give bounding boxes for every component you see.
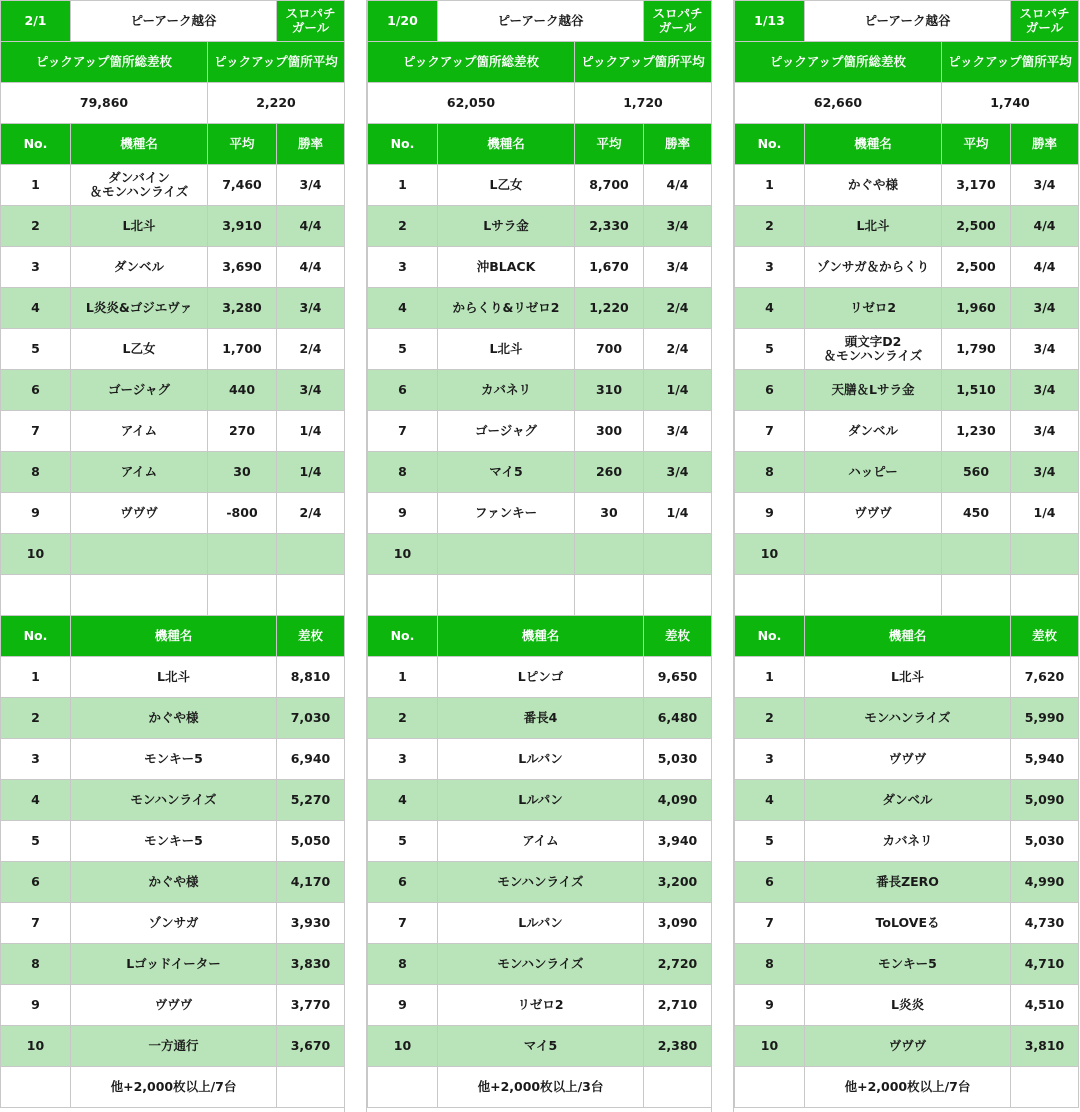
win-rate: 3/4	[1010, 451, 1079, 493]
win-rate: 3/4	[1010, 164, 1079, 206]
machine-name: リゼロ2	[437, 984, 644, 1026]
win-rate: 2/4	[643, 287, 712, 329]
diff-value: 6,480	[643, 697, 712, 739]
total-diff-label: ピックアップ箇所総差枚	[367, 41, 575, 83]
row-number: 1	[734, 164, 805, 206]
machine-name	[70, 533, 208, 575]
machine-name: ゾンサガ	[70, 902, 277, 944]
blank-cell	[0, 1066, 71, 1108]
machine-name: Lルパン	[437, 738, 644, 780]
win-rate: 3/4	[1010, 328, 1079, 370]
win-rate: 1/4	[643, 369, 712, 411]
win-rate: 3/4	[276, 369, 345, 411]
diff-value: 5,030	[643, 738, 712, 780]
row-number: 8	[367, 943, 438, 985]
average-value: 2,500	[941, 205, 1011, 247]
win-rate	[276, 533, 345, 575]
row-number: 3	[367, 246, 438, 288]
total-diff-value: 62,660	[734, 82, 942, 124]
machine-name: カバネリ	[437, 369, 575, 411]
row-number: 5	[0, 820, 71, 862]
row-number: 4	[0, 779, 71, 821]
machine-name: 頭文字D2 ＆モンハンライズ	[804, 328, 942, 370]
row-number: 7	[734, 410, 805, 452]
report-panel	[734, 0, 1078, 1112]
win-rate: 4/4	[276, 205, 345, 247]
row-number: 9	[734, 492, 805, 534]
row-number: 4	[0, 287, 71, 329]
win-rate	[1010, 533, 1079, 575]
win-rate: 3/4	[1010, 287, 1079, 329]
machine-name: かぐや様	[70, 861, 277, 903]
diff-value: 9,650	[643, 656, 712, 698]
machine-name: マイ5	[437, 451, 575, 493]
win-rate: 4/4	[1010, 205, 1079, 247]
machine-name: かぐや様	[804, 164, 942, 206]
machine-name: ヴヴヴ	[804, 738, 1011, 780]
diff-value: 7,620	[1010, 656, 1079, 698]
diff-value: 3,090	[643, 902, 712, 944]
diff-value: 8,810	[276, 656, 345, 698]
diff-value: 5,090	[1010, 779, 1079, 821]
badge-label: スロパチ ガール	[276, 0, 345, 42]
average-value: 3,690	[207, 246, 277, 288]
machine-name: L北斗	[70, 656, 277, 698]
row-number: 6	[734, 861, 805, 903]
win-rate: 3/4	[643, 246, 712, 288]
machine-name: 一方通行	[70, 1025, 277, 1067]
header-diff: 差枚	[643, 615, 712, 657]
row-number: 3	[0, 738, 71, 780]
diff-value: 2,710	[643, 984, 712, 1026]
row-number: 2	[734, 205, 805, 247]
row-number: 1	[367, 164, 438, 206]
row-number: 1	[367, 656, 438, 698]
machine-name: かぐや様	[70, 697, 277, 739]
header-no: No.	[367, 123, 438, 165]
average-value: 1,700	[207, 328, 277, 370]
average-value: 1,670	[574, 246, 644, 288]
diff-value: 3,670	[276, 1025, 345, 1067]
machine-name: L乙女	[437, 164, 575, 206]
average-value: 2,330	[574, 205, 644, 247]
header-average: 平均	[574, 123, 644, 165]
machine-name: ファンキー	[437, 492, 575, 534]
win-rate: 3/4	[643, 410, 712, 452]
date-cell: 2/1	[0, 0, 71, 42]
footer-note: 他+2,000枚以上/7台	[804, 1066, 1011, 1108]
row-number: 1	[0, 656, 71, 698]
row-number: 2	[0, 205, 71, 247]
machine-name: ダンベル	[70, 246, 208, 288]
row-number: 2	[367, 205, 438, 247]
win-rate: 4/4	[276, 246, 345, 288]
diff-value: 4,090	[643, 779, 712, 821]
row-number: 9	[367, 984, 438, 1026]
average-value: 3,910	[207, 205, 277, 247]
row-number: 10	[0, 1025, 71, 1067]
average-value: 3,170	[941, 164, 1011, 206]
row-number: 3	[0, 246, 71, 288]
diff-value: 4,710	[1010, 943, 1079, 985]
header-machine: 機種名	[804, 123, 942, 165]
header-average: 平均	[207, 123, 277, 165]
row-number: 5	[0, 328, 71, 370]
blank-cell	[207, 574, 277, 616]
win-rate: 2/4	[643, 328, 712, 370]
row-number: 5	[734, 820, 805, 862]
header-win-rate: 勝率	[1010, 123, 1079, 165]
machine-name: L炎炎&ゴジエヴァ	[70, 287, 208, 329]
header-machine: 機種名	[804, 615, 1011, 657]
average-value: 260	[574, 451, 644, 493]
machine-name: ダンバイン ＆モンハンライズ	[70, 164, 208, 206]
blank-cell	[276, 1066, 345, 1108]
machine-name: ヴヴヴ	[804, 492, 942, 534]
average-label: ピックアップ箇所平均	[574, 41, 712, 83]
row-number: 6	[734, 369, 805, 411]
row-number: 2	[367, 697, 438, 739]
average-value: 3,280	[207, 287, 277, 329]
machine-name: 天膳＆Lサラ金	[804, 369, 942, 411]
win-rate: 2/4	[276, 492, 345, 534]
average-value: 8,700	[574, 164, 644, 206]
win-rate: 2/4	[276, 328, 345, 370]
machine-name: Lルパン	[437, 779, 644, 821]
machine-name: からくり&リゼロ2	[437, 287, 575, 329]
row-number: 6	[367, 861, 438, 903]
diff-value: 3,930	[276, 902, 345, 944]
panel-gap	[344, 0, 367, 1112]
machine-name: L北斗	[437, 328, 575, 370]
average-value: 310	[574, 369, 644, 411]
total-diff-label: ピックアップ箇所総差枚	[734, 41, 942, 83]
row-number: 8	[0, 451, 71, 493]
win-rate: 1/4	[643, 492, 712, 534]
average-value: 1,510	[941, 369, 1011, 411]
diff-value: 5,030	[1010, 820, 1079, 862]
blank-cell	[734, 1066, 805, 1108]
machine-name: L乙女	[70, 328, 208, 370]
row-number: 6	[0, 861, 71, 903]
machine-name: ダンベル	[804, 410, 942, 452]
average-value: 1,220	[574, 287, 644, 329]
diff-value: 3,200	[643, 861, 712, 903]
row-number: 9	[0, 984, 71, 1026]
average-value: 7,460	[207, 164, 277, 206]
machine-name: アイム	[437, 820, 644, 862]
row-number: 5	[367, 328, 438, 370]
average-value: 450	[941, 492, 1011, 534]
blank-cell	[574, 574, 644, 616]
row-number: 1	[0, 164, 71, 206]
row-number: 7	[367, 902, 438, 944]
blank-cell	[643, 1066, 712, 1108]
row-number: 6	[367, 369, 438, 411]
header-win-rate: 勝率	[276, 123, 345, 165]
win-rate: 3/4	[276, 287, 345, 329]
blank-cell	[276, 574, 345, 616]
row-number: 9	[367, 492, 438, 534]
average-value: 1,790	[941, 328, 1011, 370]
header-no: No.	[0, 123, 71, 165]
footer-note: 他+2,000枚以上/7台	[70, 1066, 277, 1108]
row-number: 4	[367, 287, 438, 329]
machine-name: L炎炎	[804, 984, 1011, 1026]
row-number: 8	[0, 943, 71, 985]
average-value: 30	[574, 492, 644, 534]
machine-name: ヴヴヴ	[70, 492, 208, 534]
machine-name: ハッピー	[804, 451, 942, 493]
machine-name: リゼロ2	[804, 287, 942, 329]
average-value: 270	[207, 410, 277, 452]
average-value: 1,740	[941, 82, 1079, 124]
row-number: 4	[734, 287, 805, 329]
diff-value: 2,380	[643, 1025, 712, 1067]
machine-name: カバネリ	[804, 820, 1011, 862]
average-value: 1,720	[574, 82, 712, 124]
store-name: ピーアーク越谷	[70, 0, 277, 42]
row-number: 7	[0, 410, 71, 452]
average-value	[207, 533, 277, 575]
diff-value: 7,030	[276, 697, 345, 739]
diff-value: 5,990	[1010, 697, 1079, 739]
machine-name: アイム	[70, 410, 208, 452]
row-number: 9	[734, 984, 805, 1026]
diff-value: 3,770	[276, 984, 345, 1026]
win-rate: 1/4	[276, 410, 345, 452]
blank-cell	[734, 574, 805, 616]
row-number: 7	[734, 902, 805, 944]
machine-name: ゾンサガ＆からくり	[804, 246, 942, 288]
win-rate	[643, 533, 712, 575]
header-average: 平均	[941, 123, 1011, 165]
machine-name	[437, 533, 575, 575]
blank-cell	[1010, 1066, 1079, 1108]
machine-name: L北斗	[804, 205, 942, 247]
blank-cell	[804, 574, 942, 616]
row-number: 5	[734, 328, 805, 370]
average-value: 560	[941, 451, 1011, 493]
blank-cell	[0, 574, 71, 616]
report-panel	[367, 0, 711, 1112]
diff-value: 2,720	[643, 943, 712, 985]
machine-name: 番長4	[437, 697, 644, 739]
row-number: 10	[734, 1025, 805, 1067]
machine-name: モンキー5	[70, 738, 277, 780]
row-number: 7	[367, 410, 438, 452]
average-value: 1,960	[941, 287, 1011, 329]
machine-name: L北斗	[804, 656, 1011, 698]
total-diff-value: 79,860	[0, 82, 208, 124]
machine-name: ToLOVEる	[804, 902, 1011, 944]
row-number: 10	[367, 1025, 438, 1067]
panel-gap	[711, 0, 734, 1112]
diff-value: 6,940	[276, 738, 345, 780]
row-number: 7	[0, 902, 71, 944]
row-number: 5	[367, 820, 438, 862]
header-machine: 機種名	[70, 615, 277, 657]
header-machine: 機種名	[437, 123, 575, 165]
win-rate: 4/4	[643, 164, 712, 206]
row-number: 3	[734, 246, 805, 288]
diff-value: 4,990	[1010, 861, 1079, 903]
header-diff: 差枚	[276, 615, 345, 657]
row-number: 4	[367, 779, 438, 821]
machine-name: モンキー5	[804, 943, 1011, 985]
row-number: 9	[0, 492, 71, 534]
win-rate: 1/4	[1010, 492, 1079, 534]
blank-cell	[643, 574, 712, 616]
blank-cell	[367, 1066, 438, 1108]
average-value: 300	[574, 410, 644, 452]
win-rate: 3/4	[1010, 410, 1079, 452]
row-number: 8	[367, 451, 438, 493]
average-value: 440	[207, 369, 277, 411]
win-rate: 3/4	[643, 205, 712, 247]
row-number: 2	[734, 697, 805, 739]
row-number: 10	[367, 533, 438, 575]
badge-label: スロパチ ガール	[1010, 0, 1079, 42]
machine-name: ダンベル	[804, 779, 1011, 821]
row-number: 1	[734, 656, 805, 698]
diff-value: 3,940	[643, 820, 712, 862]
diff-value: 4,730	[1010, 902, 1079, 944]
date-cell: 1/20	[367, 0, 438, 42]
machine-name: ヴヴヴ	[70, 984, 277, 1026]
row-number: 8	[734, 943, 805, 985]
average-value	[941, 533, 1011, 575]
machine-name: L北斗	[70, 205, 208, 247]
diff-value: 5,940	[1010, 738, 1079, 780]
row-number: 10	[734, 533, 805, 575]
average-value: -800	[207, 492, 277, 534]
diff-value: 3,830	[276, 943, 345, 985]
machine-name	[804, 533, 942, 575]
average-value: 2,500	[941, 246, 1011, 288]
badge-label: スロパチ ガール	[643, 0, 712, 42]
diff-value: 4,170	[276, 861, 345, 903]
win-rate: 3/4	[1010, 369, 1079, 411]
machine-name: モンハンライズ	[437, 861, 644, 903]
header-machine: 機種名	[70, 123, 208, 165]
machine-name: モンキー5	[70, 820, 277, 862]
machine-name: Lゴッドイーター	[70, 943, 277, 985]
average-value: 30	[207, 451, 277, 493]
total-diff-value: 62,050	[367, 82, 575, 124]
win-rate: 3/4	[276, 164, 345, 206]
header-no: No.	[734, 615, 805, 657]
store-name: ピーアーク越谷	[804, 0, 1011, 42]
row-number: 3	[367, 738, 438, 780]
machine-name: モンハンライズ	[437, 943, 644, 985]
average-label: ピックアップ箇所平均	[207, 41, 345, 83]
diff-value: 4,510	[1010, 984, 1079, 1026]
blank-cell	[1010, 574, 1079, 616]
machine-name: モンハンライズ	[70, 779, 277, 821]
machine-name: 沖BLACK	[437, 246, 575, 288]
machine-name: 番長ZERO	[804, 861, 1011, 903]
header-machine: 機種名	[437, 615, 644, 657]
machine-name: ヴヴヴ	[804, 1025, 1011, 1067]
row-number: 8	[734, 451, 805, 493]
average-value: 2,220	[207, 82, 345, 124]
machine-name: マイ5	[437, 1025, 644, 1067]
total-diff-label: ピックアップ箇所総差枚	[0, 41, 208, 83]
machine-name: ゴージャグ	[437, 410, 575, 452]
row-number: 4	[734, 779, 805, 821]
footer-note: 他+2,000枚以上/3台	[437, 1066, 644, 1108]
row-number: 10	[0, 533, 71, 575]
win-rate: 3/4	[643, 451, 712, 493]
machine-name: アイム	[70, 451, 208, 493]
diff-value: 5,270	[276, 779, 345, 821]
diff-value: 5,050	[276, 820, 345, 862]
report-panel	[0, 0, 344, 1112]
blank-cell	[941, 574, 1011, 616]
average-label: ピックアップ箇所平均	[941, 41, 1079, 83]
average-value: 1,230	[941, 410, 1011, 452]
machine-name: Lサラ金	[437, 205, 575, 247]
average-value: 700	[574, 328, 644, 370]
header-no: No.	[0, 615, 71, 657]
blank-cell	[437, 574, 575, 616]
blank-cell	[367, 574, 438, 616]
diff-value: 3,810	[1010, 1025, 1079, 1067]
header-win-rate: 勝率	[643, 123, 712, 165]
win-rate: 4/4	[1010, 246, 1079, 288]
date-cell: 1/13	[734, 0, 805, 42]
header-diff: 差枚	[1010, 615, 1079, 657]
machine-name: Lルパン	[437, 902, 644, 944]
machine-name: ゴージャグ	[70, 369, 208, 411]
store-name: ピーアーク越谷	[437, 0, 644, 42]
win-rate: 1/4	[276, 451, 345, 493]
header-no: No.	[734, 123, 805, 165]
header-no: No.	[367, 615, 438, 657]
average-value	[574, 533, 644, 575]
row-number: 2	[0, 697, 71, 739]
row-number: 3	[734, 738, 805, 780]
machine-name: モンハンライズ	[804, 697, 1011, 739]
blank-cell	[70, 574, 208, 616]
row-number: 6	[0, 369, 71, 411]
machine-name: Lピンゴ	[437, 656, 644, 698]
